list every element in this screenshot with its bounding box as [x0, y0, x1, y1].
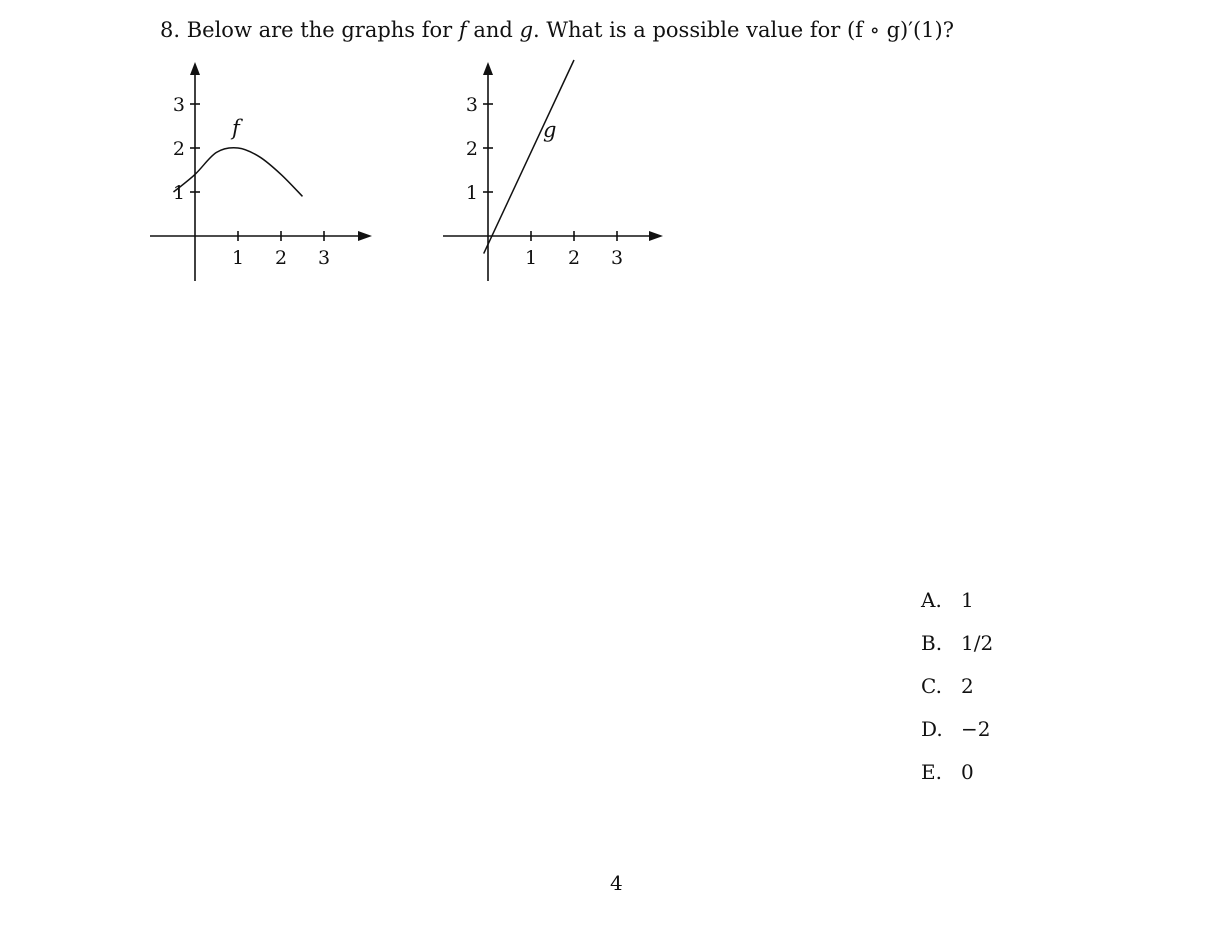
choice-value: 1/2 — [961, 631, 994, 655]
curve-label-g: g — [543, 118, 557, 142]
graph-g — [443, 55, 673, 285]
x-tick-label: 3 — [610, 247, 624, 269]
choice-c[interactable] — [921, 674, 993, 717]
x-tick-label: 2 — [274, 247, 288, 269]
choice-value: 1 — [961, 588, 974, 612]
y-tick-label: 2 — [465, 138, 478, 160]
question-text-part: Below are the graphs for — [186, 18, 453, 42]
x-axis-arrow — [358, 231, 372, 241]
choice-letter: E. — [921, 760, 942, 784]
question-text-part: and — [473, 18, 513, 42]
y-tick-label: 1 — [465, 182, 478, 204]
choice-a[interactable] — [921, 588, 993, 631]
x-tick-label: 2 — [567, 247, 581, 269]
choice-letter: C. — [921, 674, 942, 698]
choice-b[interactable] — [921, 631, 993, 674]
choice-d[interactable] — [921, 717, 993, 760]
y-axis-arrow — [190, 62, 200, 75]
choice-value: 0 — [961, 760, 974, 784]
graph-f — [150, 55, 380, 285]
y-axis-arrow — [483, 62, 493, 75]
x-tick-label: 1 — [231, 247, 245, 269]
x-axis-arrow — [649, 231, 663, 241]
y-tick-label: 3 — [172, 94, 185, 116]
composition-expression: (f ∘ g)′(1)? — [846, 18, 954, 42]
page-number: 4 — [610, 871, 623, 895]
answer-choices — [921, 588, 993, 803]
choice-letter: A. — [921, 588, 942, 612]
tick-labels — [173, 94, 330, 269]
g-symbol: g — [519, 18, 534, 42]
y-tick-label: 3 — [465, 94, 478, 116]
choice-value: 2 — [961, 674, 974, 698]
f-symbol: f — [458, 18, 467, 42]
choice-value: −2 — [961, 717, 991, 741]
y-tick-label: 2 — [172, 138, 185, 160]
x-tick-label: 3 — [317, 247, 331, 269]
question-text-part: . What is a possible value for — [533, 18, 841, 42]
y-tick-label: 1 — [172, 182, 185, 204]
choice-letter: B. — [921, 631, 943, 655]
x-tick-label: 1 — [524, 247, 538, 269]
choice-e[interactable] — [921, 760, 993, 803]
curve-f — [174, 148, 303, 197]
tick-marks — [190, 104, 324, 241]
question-number: 8. — [160, 18, 181, 42]
choice-letter: D. — [921, 717, 943, 741]
curve-label-f: f — [232, 116, 240, 140]
question-text — [160, 18, 954, 42]
curve-g — [484, 60, 574, 254]
